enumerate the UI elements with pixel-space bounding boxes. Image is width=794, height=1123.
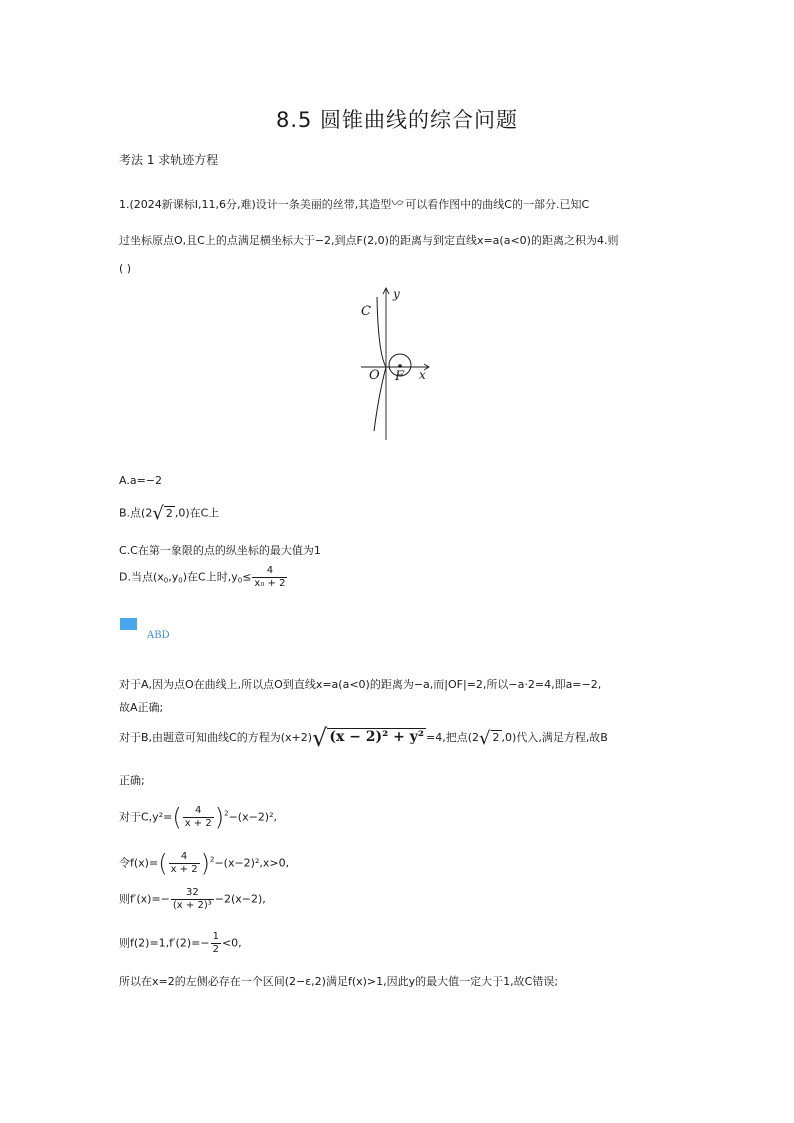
answer-marker [120, 618, 137, 630]
question-line-2: 过坐标原点O,且C上的点满足横坐标大于−2,到点F(2,0)的距离与到定直线x=a(a<0)的距离之积为4.则 [119, 234, 619, 247]
label-c: C [361, 304, 371, 319]
option-a: A.a=−2 [119, 474, 163, 487]
focus-point-f [398, 364, 402, 368]
solution-line-7: 则f′(x)=− $\frac{32}{\text{(x + 2)³}}$ −2(x−2), [119, 887, 266, 911]
option-b: B.点(2√ 2 ,0)在C上 [119, 503, 220, 524]
solution-line-2: 故A正确; [119, 701, 164, 714]
label-f: F [395, 369, 405, 384]
solution-line-5: 对于C,y²=( $\frac{4}{x + 2}$ )$^2$−(x−2)², [119, 803, 278, 832]
question-line-3: ( ) [119, 262, 132, 275]
sqrt-expression: √ 2 [152, 503, 173, 524]
solution-line-3: 对于B,由题意可知曲线C的方程为(x+2)√ (x − 2)² + y² =4,把点(2√ 2 ,0)代入,满足方程,故B [119, 724, 608, 752]
option-d: D.当点$(x_0,y_0)$在C上时$,y_0\le$ $\frac{4}{\text{x₀ + 2}}$ [119, 565, 286, 589]
sqrt-expression: √ (x − 2)² + y² [312, 724, 425, 752]
solution-line-6: 令f(x)=( $\frac{4}{x + 2}$ )$^2$−(x−2)²,x>0, [119, 849, 290, 878]
fraction: $\frac{4}{x + 2}$ [170, 851, 198, 875]
fraction: $\frac{1}{2}$ [212, 931, 219, 955]
ribbon-icon [391, 198, 405, 211]
fraction: $\frac{4}{x + 2}$ [184, 805, 212, 829]
answer-text: ABD [147, 630, 170, 641]
section-heading: 考法 1 求轨迹方程 [119, 153, 219, 167]
curve-c-left [374, 297, 386, 431]
solution-line-9: 所以在x=2的左侧必存在一个区间(2−ε,2)满足f(x)>1,因此y的最大值一定大于1,故C错误; [119, 975, 559, 988]
question-line-1: 1.(2024新课标Ⅰ,11,6分,难)设计一条美丽的丝带,其造型 可以看作图中的曲线C的一部分.已知C [119, 198, 590, 211]
solution-line-4: 正确; [119, 774, 145, 787]
solution-line-1: 对于A,因为点O在曲线上,所以点O到直线x=a(a<0)的距离为−a,而|OF|=2,所以−a·2=4,即a=−2, [119, 678, 602, 691]
label-x: x [419, 368, 426, 382]
fraction: $\frac{4}{\text{x₀ + 2}}$ [254, 565, 286, 589]
label-y: y [393, 287, 400, 301]
curve-figure [355, 283, 435, 443]
solution-line-8: 则f(2)=1,f′(2)=− $\frac{1}{2}$ <0, [119, 931, 242, 955]
page-title: 8.5 圆锥曲线的综合问题 [275, 108, 519, 132]
sqrt-expression: √ 2 [479, 727, 500, 749]
label-o: O [369, 368, 380, 383]
fraction: $\frac{32}{\text{(x + 2)³}}$ [172, 887, 212, 911]
option-c: C.C在第一象限的点的纵坐标的最大值为1 [119, 544, 321, 557]
